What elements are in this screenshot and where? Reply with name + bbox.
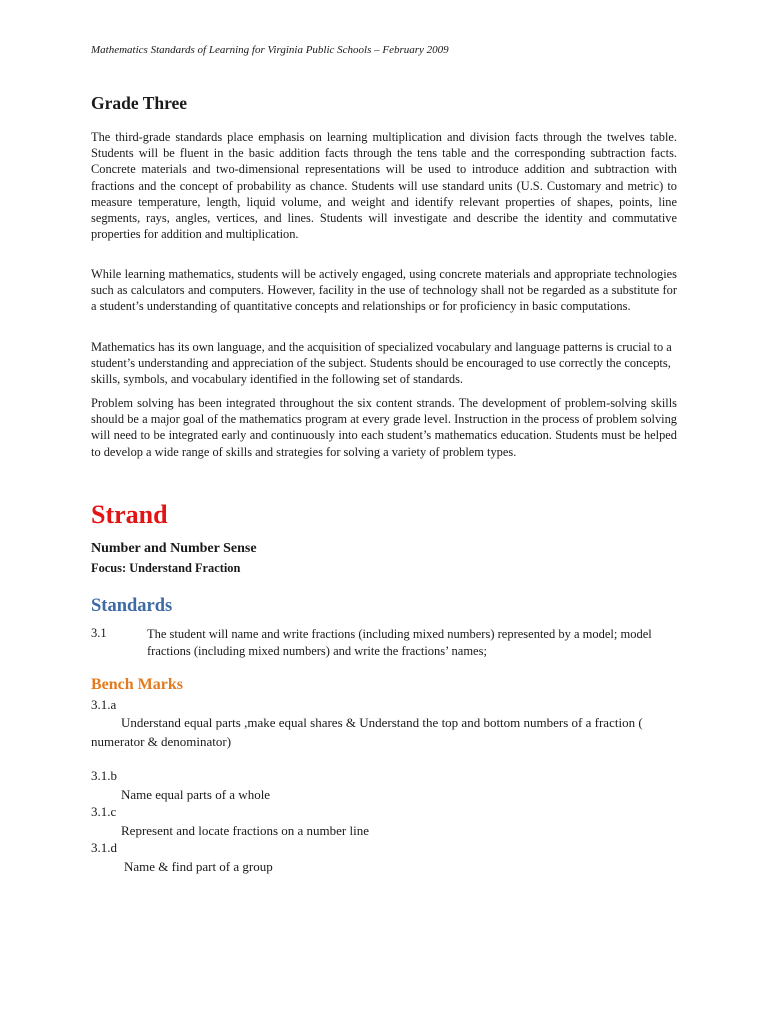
intro-paragraph-3: Mathematics has its own language, and the acquisition of specialized vocabulary and language patterns is crucial to a student’s understanding and appreciation of the subject. Students should be encouraged to use correctly the concepts, skills, symbols, and vocabulary identified in the following set of standards. <box>91 340 672 387</box>
benchmark-code: 3.1.c <box>91 804 117 819</box>
grade-title: Grade Three <box>91 93 188 113</box>
strand-focus: Focus: Understand Fraction <box>91 561 241 575</box>
running-header: Mathematics Standards of Learning for Virginia Public Schools – February 2009 <box>91 44 449 56</box>
benchmark-text: Name equal parts of a whole <box>121 787 271 802</box>
intro-paragraph-2: While learning mathematics, students will be actively engaged, using concrete materials and appropriate technologies such as calculators and computers. However, facility in the use of technology shall not be regarded as a substitute for a student’s understanding of quantitative concepts and relationships or for proficiency in basic computations. <box>91 267 677 314</box>
strand-name: Number and Number Sense <box>91 541 257 556</box>
benchmark-code: 3.1.d <box>91 840 117 855</box>
intro-paragraph-4: Problem solving has been integrated throughout the six content strands. The development of problem-solving skills should be a major goal of the mathematics program at every grade level. Instruction in the process of problem solving will need to be integrated early and continuously into each student’s mathematics education. Students must be helped to develop a wide range of skills and strategies for solving a variety of problem types. <box>91 396 677 459</box>
intro-paragraph-1: The third-grade standards place emphasis on learning multiplication and division facts through the twelves table. Students will be fluent in the basic addition facts through the tens table and the corresponding subtraction facts. Concrete materials and two-dimensional representations will be used to introduce addition and subtraction with fractions and the concept of probability as chance. Students will use standard units (U.S. Customary and metric) to measure temperature, length, liquid volume, and weight and identify relevant properties of shapes, points, line segments, rays, angles, vertices, and lines. Students will investigate and describe the identity and commutative properties for addition and multiplication. <box>91 130 677 242</box>
standard-text: The student will name and write fractions (including mixed numbers) represented by a model; model fractions (including mixed numbers) and write the fractions’ names; <box>147 627 652 658</box>
standards-heading: Standards <box>91 596 173 616</box>
benchmark-code: 3.1.a <box>91 697 117 712</box>
benchmarks-heading: Bench Marks <box>91 676 183 693</box>
benchmark-text: Understand equal parts ,make equal shares & Understand the top and bottom numbers of a fraction ( numerator & denominator) <box>91 715 643 749</box>
benchmark-code: 3.1.b <box>91 768 117 783</box>
standard-code: 3.1 <box>91 626 107 640</box>
strand-heading: Strand <box>91 500 168 529</box>
benchmark-text: Represent and locate fractions on a number line <box>121 823 369 838</box>
benchmark-text: Name & find part of a group <box>124 859 273 874</box>
